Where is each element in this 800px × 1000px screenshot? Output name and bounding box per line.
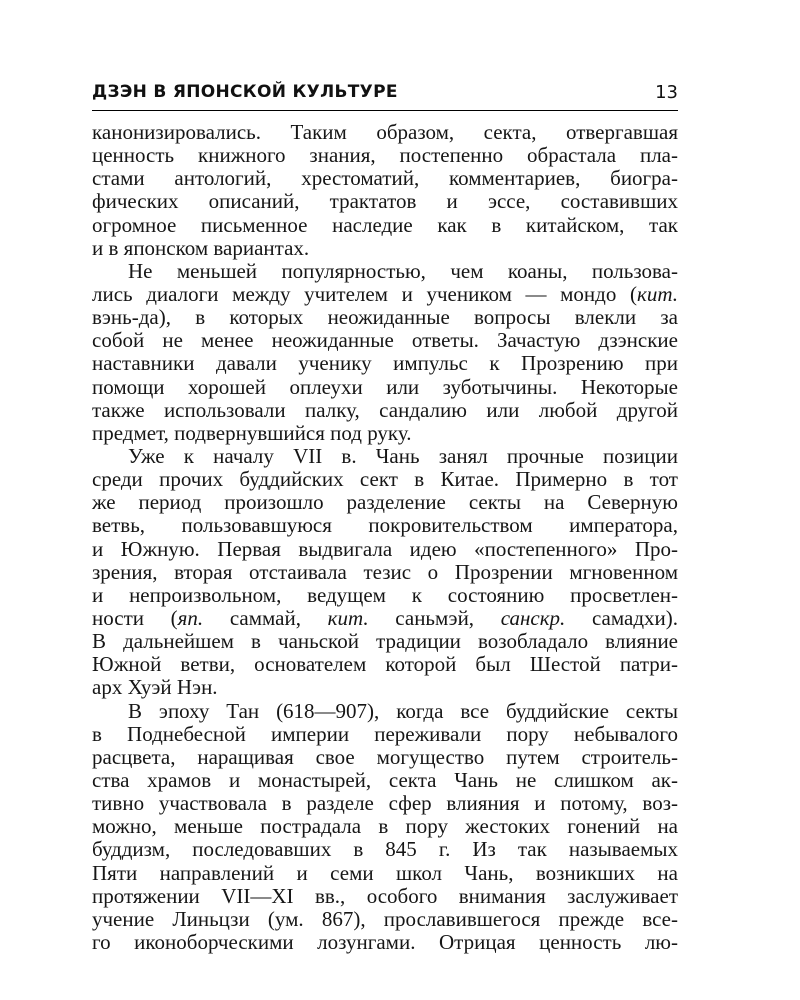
text-line: го иконоборческими лозунгами. Отрицая ценность лю- <box>92 929 678 954</box>
text-line: расцвета, наращивая свое могущество путем строитель- <box>92 744 678 769</box>
text-line: Не меньшей популярностью, чем коаны, пользова- <box>128 258 678 283</box>
italic-term: санскр. <box>500 605 566 630</box>
text-line: и в японском вариантах. <box>92 235 310 260</box>
text-line: фических описаний, трактатов и эссе, составивших <box>92 189 678 214</box>
text-line: же период произошло разделение секты на Северную <box>92 490 678 515</box>
text-line: ветвь, пользовавшуюся покровительством императора, <box>92 513 678 538</box>
chapter-title: ДЗЭН В ЯПОНСКОЙ КУЛЬТУРЕ <box>92 82 398 102</box>
text-line: лись диалоги между учителем и учеником — мондо (кит. <box>92 281 678 306</box>
text-line: среди прочих буддийских сект в Китае. Примерно в тот <box>92 467 678 492</box>
italic-term: кит. <box>327 605 369 630</box>
running-header <box>92 80 678 111</box>
page-number: 13 <box>655 82 678 103</box>
text-line: канонизировались. Таким образом, секта, отвергавшая <box>92 120 678 144</box>
text-line: тивно участвовала в разделе сфер влияния и потому, воз- <box>92 791 678 816</box>
text-line: наставники давали ученику импульс к Прозрению при <box>92 351 678 376</box>
text-line: В дальнейшем в чаньской традиции возобладало влияние <box>92 629 678 654</box>
text-line: ства храмов и монастырей, секта Чань не слишком ак- <box>92 767 678 792</box>
italic-term: кит. <box>637 281 678 306</box>
text-line: можно, меньше пострадала в пору жестоких гонений на <box>92 814 678 839</box>
text-line: учение Линьцзи (ум. 867), прославившегося прежде все- <box>92 906 678 931</box>
text-line: собой не менее неожиданные ответы. Зачастую дзэнские <box>92 328 678 353</box>
text-line: огромное письменное наследие как в китайском, так <box>92 212 678 237</box>
text-line: вэнь-да), в которых неожиданные вопросы влекли за <box>92 305 678 330</box>
text-line: В эпоху Тан (618—907), когда все буддийские секты <box>128 698 678 723</box>
text-line: стами антологий, хрестоматий, комментариев, биогра- <box>92 166 678 191</box>
text-line: Уже к началу VII в. Чань занял прочные позиции <box>128 443 678 468</box>
text-line: и Южную. Первая выдвигала идею «постепенного» Про- <box>92 536 678 561</box>
text-line: арх Хуэй Нэн. <box>92 675 218 700</box>
text-line: помощи хорошей оплеухи или зуботычины. Некоторые <box>92 374 678 399</box>
body-text <box>92 121 678 954</box>
text-line: ности (яп. саммай, кит. саньмэй, санскр. самадхи). <box>92 605 678 630</box>
text-line: в Поднебесной империи переживали пору небывалого <box>92 721 678 746</box>
text-line: также использовали палку, сандалию или любой другой <box>92 397 678 422</box>
text-line: ценность книжного знания, постепенно обрастала пла- <box>92 143 678 168</box>
text-line: Южной ветви, основателем которой был Шестой патри- <box>92 652 678 677</box>
text-line: зрения, вторая отстаивала тезис о Прозрении мгновенном <box>92 559 678 584</box>
text-line: протяжении VII—XI вв., особого внимания заслуживает <box>92 883 678 908</box>
italic-term: яп. <box>177 605 204 630</box>
text-line: буддизм, последовавших в 845 г. Из так называемых <box>92 837 678 862</box>
text-line: Пяти направлений и семи школ Чань, возникших на <box>92 860 678 885</box>
text-line: предмет, подвернувшийся под руку. <box>92 420 412 445</box>
text-line: и непроизвольном, ведущем к состоянию просветлен- <box>92 582 678 607</box>
